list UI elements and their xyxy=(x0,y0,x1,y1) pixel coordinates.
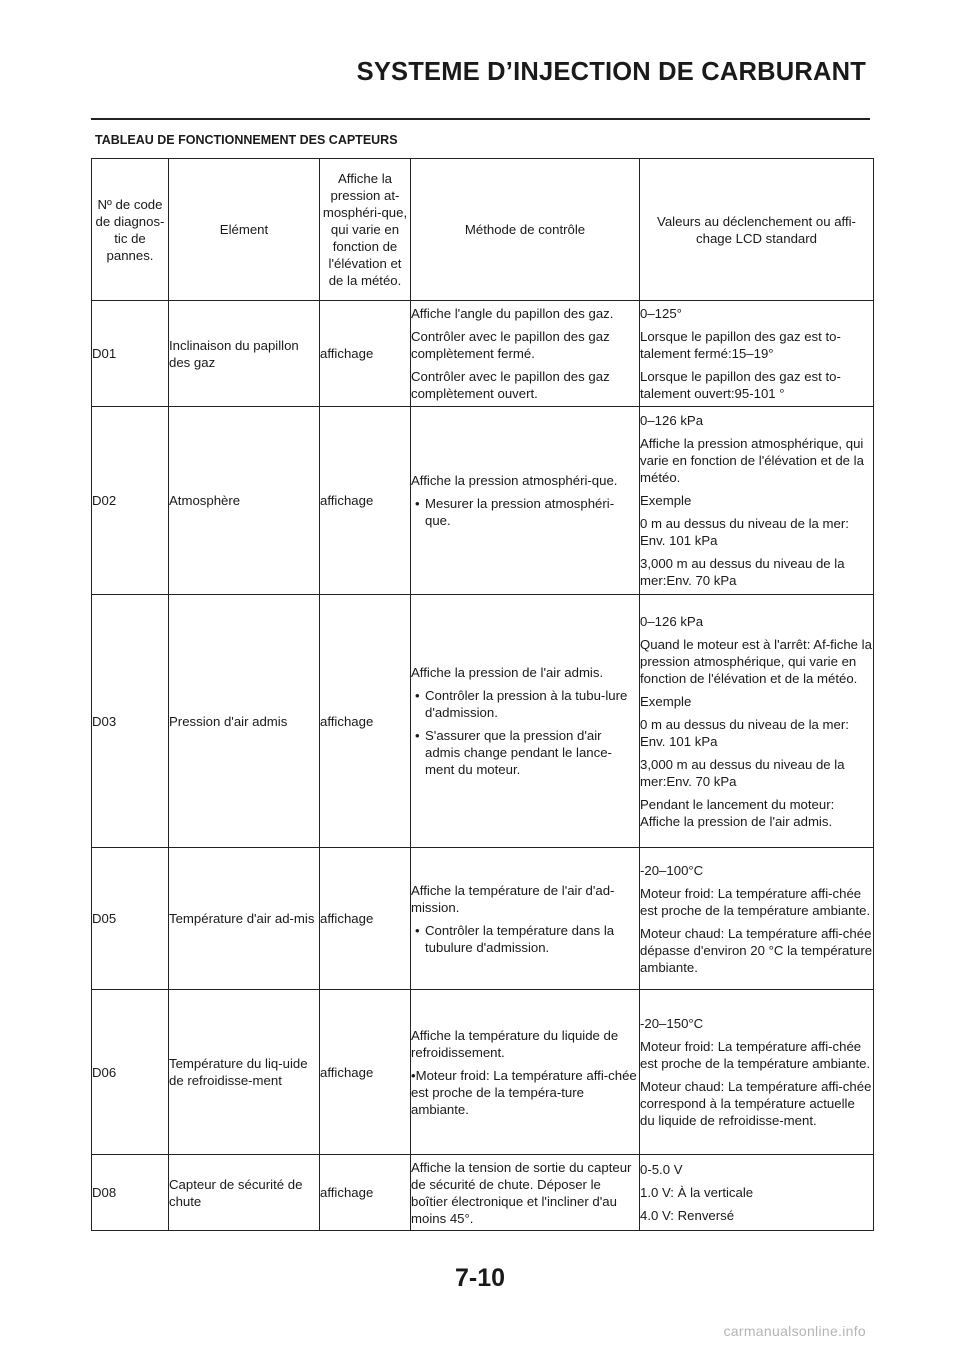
method-item: Affiche la température du liquide de refroidissement. xyxy=(411,1027,619,1060)
cell-values xyxy=(640,848,874,990)
cell-code: D03 xyxy=(92,595,169,848)
bullet-icon: • xyxy=(415,688,420,703)
method-item xyxy=(411,495,639,529)
cell-values xyxy=(640,407,874,595)
cell-method xyxy=(411,848,640,990)
value-item: 1.0 V: À la verticale xyxy=(640,1185,754,1200)
method-item: Contrôler avec le papillon des gaz complètement ouvert. xyxy=(411,369,610,401)
cell-values xyxy=(640,595,874,848)
value-item: 3,000 m au dessus du niveau de la mer:Env. 70 kPa xyxy=(640,756,845,789)
header-code: Nº de code de diagnos-tic de pannes. xyxy=(92,159,169,301)
table-body xyxy=(92,301,874,1231)
method-item xyxy=(411,687,639,721)
value-item: 0-5.0 V xyxy=(640,1162,683,1177)
method-item: Affiche la tension de sortie du capteur de sécurité de chute. Déposer le boîtier électronique et l'incliner d'au moins 45°. xyxy=(411,1159,632,1226)
method-item xyxy=(411,922,639,956)
cell-element: Température du liq-uide de refroidisse-ment xyxy=(169,990,320,1155)
value-item: Moteur froid: La température affi-chée est proche de la température ambiante. xyxy=(640,885,871,918)
value-item: 0–126 kPa xyxy=(640,613,704,629)
cell-code: D01 xyxy=(92,301,169,407)
header-method: Méthode de contrôle xyxy=(411,159,640,301)
table-row xyxy=(92,595,874,848)
header-element: Elément xyxy=(169,159,320,301)
cell-code: D06 xyxy=(92,990,169,1155)
header-display: Affiche la pression at-mosphéri-que, qui varie en fonction de l'élévation et de la météo. xyxy=(320,159,411,301)
cell-method xyxy=(411,1155,640,1231)
table-row xyxy=(92,407,874,595)
value-item: Moteur chaud: La température affi-chée dépasse d'environ 20 °C la température ambiante. xyxy=(640,925,873,975)
method-item: Affiche l'angle du papillon des gaz. xyxy=(411,306,614,321)
cell-values xyxy=(640,301,874,407)
cell-display: affichage xyxy=(320,595,411,848)
method-item: Affiche la pression atmosphéri-que. xyxy=(411,473,618,488)
bullet-icon: • xyxy=(415,496,420,511)
table-row xyxy=(92,990,874,1155)
title-rule xyxy=(91,118,870,120)
sensor-table xyxy=(91,158,874,1231)
cell-element: Température d'air ad-mis xyxy=(169,848,320,990)
cell-method xyxy=(411,595,640,848)
table-row xyxy=(92,848,874,990)
value-item: 3,000 m au dessus du niveau de la mer:Env. 70 kPa xyxy=(640,556,845,588)
cell-element: Inclinaison du papillon des gaz xyxy=(169,301,320,407)
value-item: Lorsque le papillon des gaz est to-talement fermé:15–19° xyxy=(640,329,841,361)
cell-code: D05 xyxy=(92,848,169,990)
cell-code: D02 xyxy=(92,407,169,595)
cell-code: D08 xyxy=(92,1155,169,1231)
value-item: 0–126 kPa xyxy=(640,413,704,428)
cell-display: affichage xyxy=(320,848,411,990)
cell-element: Pression d'air admis xyxy=(169,595,320,848)
table-row xyxy=(92,301,874,407)
bullet-icon: • xyxy=(415,922,420,938)
method-item: Affiche la pression de l'air admis. xyxy=(411,665,604,680)
value-item: 0–125° xyxy=(640,306,682,321)
cell-values xyxy=(640,990,874,1155)
watermark: carmanualsonline.info xyxy=(723,1323,866,1339)
page-title: SYSTEME D’INJECTION DE CARBURANT xyxy=(356,58,866,86)
bullet-text: Mesurer la pression atmosphéri-que. xyxy=(425,496,615,528)
method-item: Contrôler avec le papillon des gaz complètement fermé. xyxy=(411,329,610,361)
table-row xyxy=(92,1155,874,1231)
value-item: Quand le moteur est à l'arrêt: Af-fiche la pression atmosphérique, qui varie en fonction de l'élévation et de la météo. xyxy=(640,636,872,686)
value-item: Affiche la pression atmosphérique, qui varie en fonction de l'élévation et de la météo. xyxy=(640,436,864,485)
value-item: Moteur chaud: La température affi-chée correspond à la température actuelle du liquide de refroidisse-ment. xyxy=(640,1079,872,1128)
method-item: Affiche la température de l'air d'ad-mission. xyxy=(411,882,615,915)
value-item: Exemple xyxy=(640,493,692,508)
cell-method xyxy=(411,301,640,407)
bullet-text: Contrôler la pression à la tubu-lure d'admission. xyxy=(425,688,628,720)
bullet-icon: • xyxy=(415,728,420,743)
value-item: 4.0 V: Renversé xyxy=(640,1208,735,1223)
page-number: 7-10 xyxy=(454,1264,506,1292)
table-header-row xyxy=(92,159,874,301)
bullet-text: Contrôler la température dans la tubulure d'admission. xyxy=(425,922,615,955)
value-item: 0 m au dessus du niveau de la mer: Env. 101 kPa xyxy=(640,716,849,749)
value-item: 0 m au dessus du niveau de la mer: Env. 101 kPa xyxy=(640,516,849,548)
cell-element: Capteur de sécurité de chute xyxy=(169,1155,320,1231)
bullet-text: S'assurer que la pression d'air admis change pendant le lance-ment du moteur. xyxy=(425,728,612,777)
value-item: Exemple xyxy=(640,693,692,709)
cell-display: affichage xyxy=(320,407,411,595)
cell-display: affichage xyxy=(320,990,411,1155)
cell-values xyxy=(640,1155,874,1231)
value-item: Moteur froid: La température affi-chée est proche de la température ambiante. xyxy=(640,1039,871,1071)
value-item: Lorsque le papillon des gaz est to-talement ouvert:95-101 ° xyxy=(640,369,841,401)
cell-method xyxy=(411,407,640,595)
cell-method xyxy=(411,990,640,1155)
value-item: -20–100°C xyxy=(640,862,704,878)
header-values: Valeurs au déclenchement ou affi-chage LCD standard xyxy=(640,159,874,301)
value-item: Pendant le lancement du moteur: Affiche la pression de l'air admis. xyxy=(640,796,835,829)
cell-display: affichage xyxy=(320,301,411,407)
section-title: TABLEAU DE FONCTIONNEMENT DES CAPTEURS xyxy=(95,133,398,147)
value-item: -20–150°C xyxy=(640,1016,704,1031)
cell-element: Atmosphère xyxy=(169,407,320,595)
method-item xyxy=(411,727,639,778)
cell-display: affichage xyxy=(320,1155,411,1231)
method-item: •Moteur froid: La température affi-chée est proche de la tempéra-ture ambiante. xyxy=(411,1067,637,1117)
